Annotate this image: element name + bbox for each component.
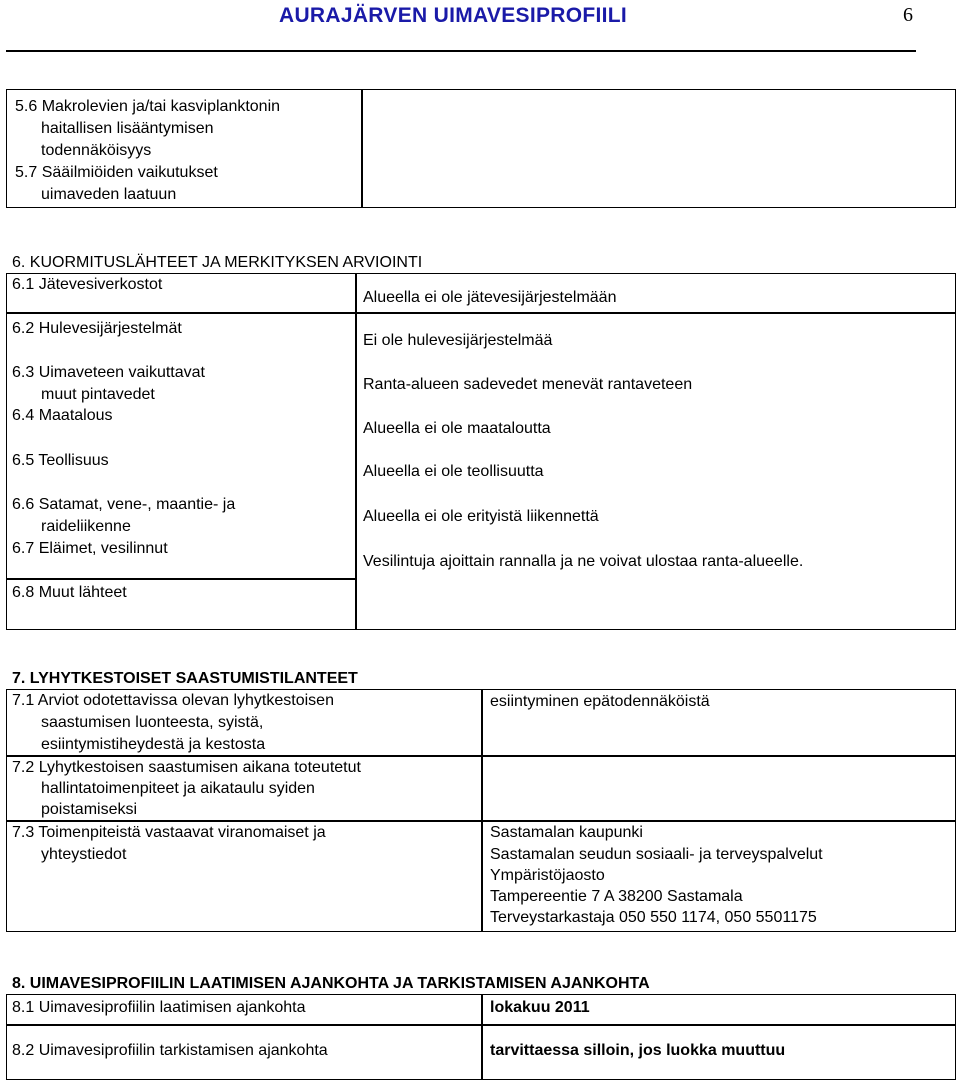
section7-column-divider [481,689,483,932]
row-8-1-label: 8.1 Uimavesiprofiilin laatimisen ajankohta [12,999,306,1016]
row-7-1-value: esiintyminen epätodennäköistä [490,693,710,710]
row-8-2-value: tarvittaessa silloin, jos luokka muuttuu [490,1042,786,1059]
row-6-1-label: 6.1 Jätevesiverkostot [12,276,163,293]
row-7-3-value-line5: Terveystarkastaja 050 550 1174, 050 5501175 [490,909,817,926]
row-7-2-label-line1: 7.2 Lyhytkestoisen saastumisen aikana toteutetut [12,759,361,776]
row-6-3-value: Ranta-alueen sadevedet menevät rantaveteen [363,376,693,393]
row-6-8-label: 6.8 Muut lähteet [12,584,127,601]
section7-heading: 7. LYHYTKESTOISET SAASTUMISTILANTEET [12,670,358,687]
row-7-3-value-line4: Tampereentie 7 A 38200 Sastamala [490,888,743,905]
row-6-7-value: Vesilintuja ajoittain rannalla ja ne voivat ulostaa ranta-alueelle. [363,553,804,570]
row-6-5-value: Alueella ei ole teollisuutta [363,463,544,480]
section5-column-divider [361,89,363,208]
row-6-7-border [6,578,356,580]
row-7-2-label-line2: hallintatoimenpiteet ja aikataulu syiden [41,780,315,797]
row-6-3-label-line2: muut pintavedet [41,386,155,403]
item-5-7-line1: 5.7 Sääilmiöiden vaikutukset [15,164,218,181]
item-5-6-line2: haitallisen lisääntymisen [41,120,214,137]
row-8-1-border [6,1024,956,1026]
item-5-6-line3: todennäköisyys [41,142,152,159]
row-6-6-label-line2: raideliikenne [41,518,131,535]
row-7-1-label-line1: 7.1 Arviot odotettavissa olevan lyhytkestoisen [12,692,334,709]
row-6-1-border [6,312,956,314]
row-7-3-label-line1: 7.3 Toimenpiteistä vastaavat viranomaiset ja [12,824,326,841]
row-7-3-label-line2: yhteystiedot [41,846,127,863]
row-6-4-label: 6.4 Maatalous [12,407,113,424]
section6-column-divider [355,273,357,630]
row-7-1-label-line3: esiintymistiheydestä ja kestosta [41,736,266,753]
row-6-7-label: 6.7 Eläimet, vesilinnut [12,540,168,557]
row-6-2-label: 6.2 Hulevesijärjestelmät [12,320,182,337]
section6-heading: 6. KUORMITUSLÄHTEET JA MERKITYKSEN ARVIOINTI [12,254,423,271]
row-6-5-label: 6.5 Teollisuus [12,452,109,469]
page-number: 6 [903,4,913,26]
row-7-3-value-line3: Ympäristöjaosto [490,867,605,884]
row-8-1-value: lokakuu 2011 [490,999,590,1016]
row-6-6-value: Alueella ei ole erityistä liikennettä [363,508,599,525]
row-6-4-value: Alueella ei ole maataloutta [363,420,551,437]
row-7-2-label-line3: poistamiseksi [41,801,138,818]
row-7-3-value-line1: Sastamalan kaupunki [490,824,643,841]
row-6-6-label-line1: 6.6 Satamat, vene-, maantie- ja [12,496,236,513]
row-8-2-label: 8.2 Uimavesiprofiilin tarkistamisen ajankohta [12,1042,328,1059]
item-5-7-line2: uimaveden laatuun [41,186,177,203]
row-6-1-value: Alueella ei ole jätevesijärjestelmään [363,289,617,306]
header-rule [6,50,916,52]
row-7-1-label-line2: saastumisen luonteesta, syistä, [41,714,264,731]
section8-column-divider [481,994,483,1080]
section8-heading: 8. UIMAVESIPROFIILIN LAATIMISEN AJANKOHTA JA TARKISTAMISEN AJANKOHTA [12,975,650,992]
row-7-3-value-line2: Sastamalan seudun sosiaali- ja terveyspalvelut [490,846,823,863]
row-6-2-value: Ei ole hulevesijärjestelmää [363,332,553,349]
document-title: AURAJÄRVEN UIMAVESIPROFIILI [279,4,628,27]
row-6-3-label-line1: 6.3 Uimaveteen vaikuttavat [12,364,205,381]
item-5-6-line1: 5.6 Makrolevien ja/tai kasviplanktonin [15,98,281,115]
